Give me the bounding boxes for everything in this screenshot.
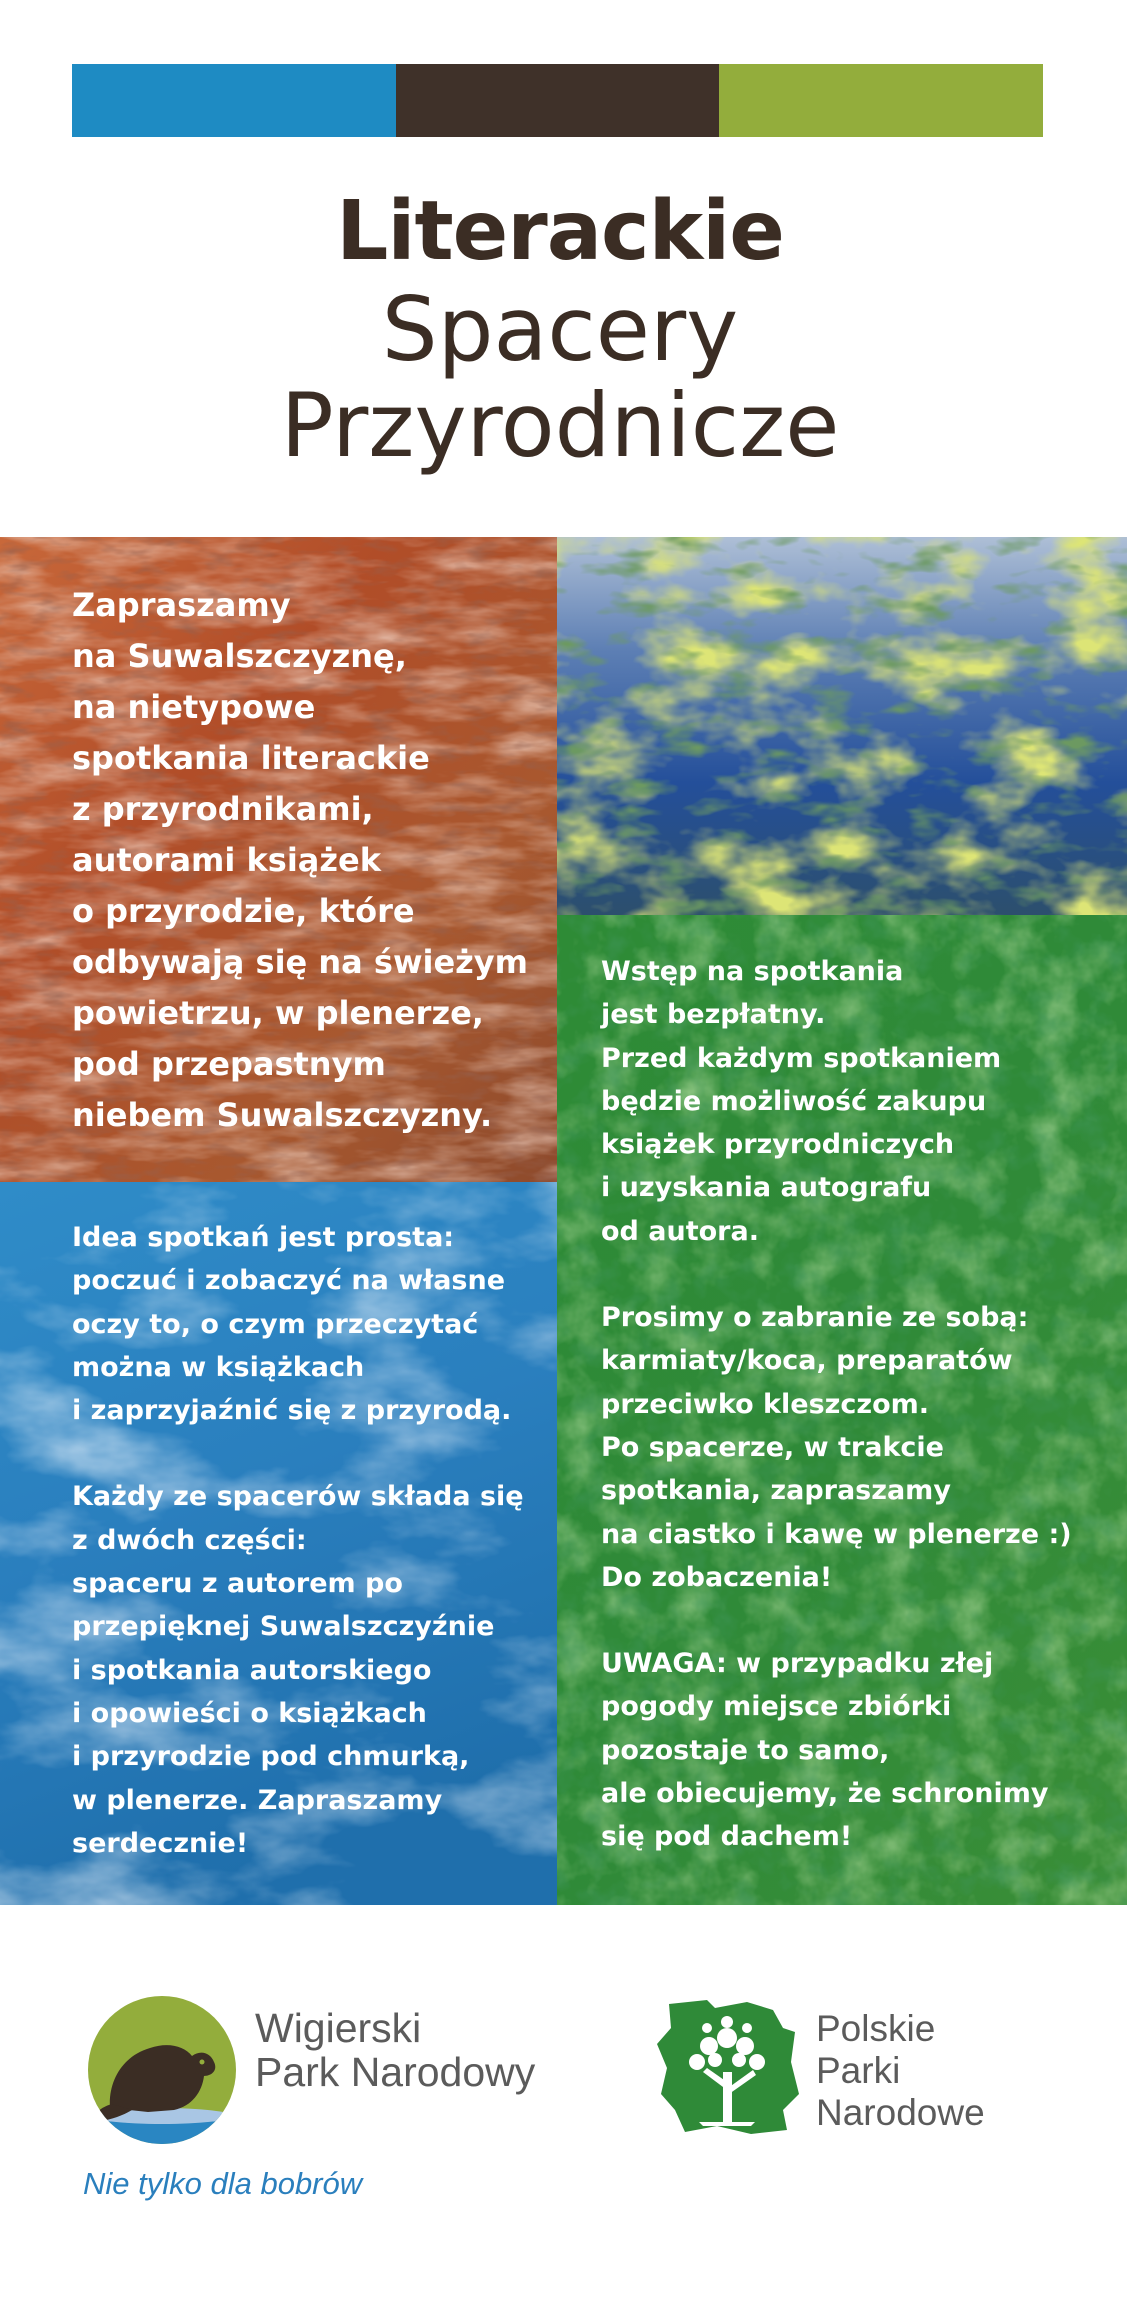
- idea-line: można w książkach: [72, 1351, 365, 1383]
- info-text: [601, 950, 1072, 1859]
- info-line: Po spacerze, w trakcie: [601, 1431, 944, 1463]
- intro-line: autorami książek: [72, 841, 381, 879]
- idea-line: Każdy ze spacerów składa się: [72, 1481, 524, 1513]
- idea-line: w plenerze. Zapraszamy: [72, 1784, 443, 1816]
- title-line-2: Spacery: [381, 278, 739, 381]
- info-line: będzie możliwość zakupu: [601, 1085, 987, 1117]
- stripe-brown: [396, 64, 720, 137]
- info-line: pozostaje to samo,: [601, 1734, 890, 1766]
- intro-line: o przyrodzie, które: [72, 892, 415, 930]
- info-line: ale obiecujemy, że schronimy: [601, 1778, 1049, 1810]
- intro-line: niebem Suwalszczyzny.: [72, 1096, 493, 1134]
- idea-line: Idea spotkań jest prosta:: [72, 1222, 455, 1253]
- info-line: spotkania, zapraszamy: [601, 1475, 951, 1507]
- info-line: jest bezpłatny.: [601, 999, 826, 1031]
- info-line: od autora.: [601, 1215, 759, 1247]
- idea-line: i przyrodzie pod chmurką,: [72, 1741, 470, 1773]
- ppn-name: [816, 2008, 985, 2134]
- info-line: UWAGA: w przypadku złej: [601, 1648, 994, 1680]
- beaver-logo-icon: [88, 1996, 236, 2144]
- idea-line: serdecznie!: [72, 1827, 249, 1859]
- info-line: i uzyskania autografu: [601, 1172, 932, 1204]
- tree-logo-icon: [655, 1998, 800, 2136]
- info-line: Prosimy o zabranie ze sobą:: [601, 1302, 1029, 1334]
- title-line-1: Literackie: [336, 184, 784, 279]
- info-line: Wstęp na spotkania: [601, 956, 904, 987]
- intro-line: odbywają się na świeżym: [72, 943, 528, 981]
- wpn-name-line-2: Park Narodowy: [255, 2049, 536, 2095]
- stripe-green: [719, 64, 1043, 137]
- lake-texture: [557, 537, 1127, 915]
- idea-line: i opowieści o książkach: [72, 1697, 427, 1729]
- intro-line: z przyrodnikami,: [72, 790, 374, 828]
- paragraph-gap: [601, 1599, 1072, 1642]
- info-line: się pod dachem!: [601, 1821, 853, 1853]
- color-stripes: [72, 64, 1043, 137]
- paragraph-gap: [601, 1253, 1072, 1296]
- idea-line: i zaprzyjaźnić się z przyrodą.: [72, 1395, 512, 1427]
- idea-line: spaceru z autorem po: [72, 1568, 403, 1600]
- idea-line: i spotkania autorskiego: [72, 1654, 432, 1686]
- ppn-name-line-2: Parki: [816, 2050, 901, 2091]
- intro-line: na Suwalszczyznę,: [72, 637, 407, 675]
- info-line: przeciwko kleszczom.: [601, 1388, 930, 1420]
- info-line: na ciastko i kawę w plenerze :): [601, 1518, 1072, 1550]
- stripe-blue: [72, 64, 396, 137]
- ppn-name-line-3: Narodowe: [816, 2092, 985, 2133]
- lake-photo: [557, 537, 1127, 915]
- info-line: Przed każdym spotkaniem: [601, 1042, 1002, 1074]
- info-line: karmiaty/koca, preparatów: [601, 1345, 1013, 1377]
- idea-text: [72, 1216, 524, 1865]
- intro-line: na nietypowe: [72, 688, 316, 726]
- info-line: książek przyrodniczych: [601, 1129, 955, 1161]
- idea-line: przepięknej Suwalszczyźnie: [72, 1611, 495, 1643]
- paragraph-gap: [72, 1432, 524, 1475]
- info-line: pogody miejsce zbiórki: [601, 1691, 952, 1723]
- idea-line: poczuć i zobaczyć na własne: [72, 1265, 506, 1297]
- intro-line: Zapraszamy: [72, 586, 291, 624]
- idea-line: z dwóch części:: [72, 1524, 307, 1556]
- wpn-name: [255, 2006, 535, 2094]
- idea-line: oczy to, o czym przeczytać: [72, 1308, 479, 1340]
- poster-title: [0, 182, 1120, 477]
- intro-text: [72, 580, 528, 1141]
- tagline: Nie tylko dla bobrów: [83, 2166, 363, 2201]
- intro-line: pod przepastnym: [72, 1045, 386, 1083]
- intro-line: spotkania literackie: [72, 739, 430, 777]
- info-line: Do zobaczenia!: [601, 1561, 833, 1593]
- ppn-name-line-1: Polskie: [816, 2008, 936, 2049]
- title-line-3: Przyrodnicze: [280, 374, 840, 477]
- wpn-name-line-1: Wigierski: [255, 2005, 422, 2051]
- intro-line: powietrzu, w plenerze,: [72, 994, 484, 1032]
